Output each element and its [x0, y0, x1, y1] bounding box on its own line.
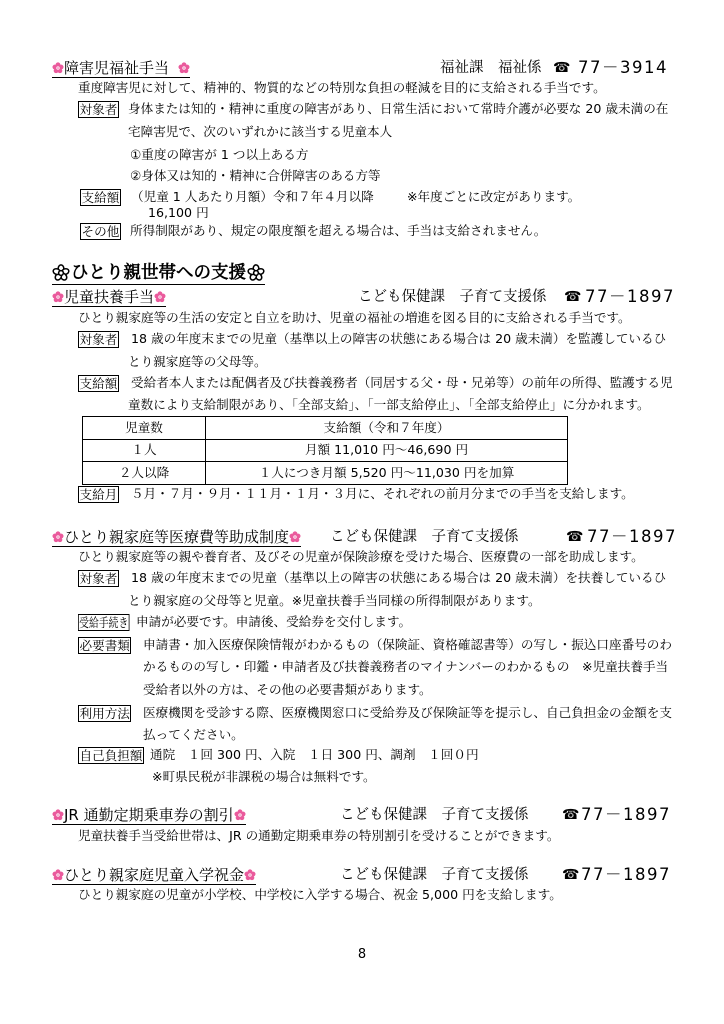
heading-text: ひとり親世帯への支援 [71, 263, 246, 283]
phone-number: 77－1897 [581, 865, 671, 884]
contact-department: 福祉課 福祉係 [440, 60, 542, 76]
procedure-text: 申請が必要です。申請後、受給券を交付します。 [136, 614, 412, 629]
contact-department: こども保健課 子育て支援係 [340, 807, 529, 823]
copay-text: 通院 １回 300 円、入院 １日 300 円、調剤 １回０円 [150, 747, 479, 762]
eligibility-text: とり親家庭の父母等と児童。※児童扶養手当同様の所得制限があります。 [128, 593, 541, 608]
label-payment-months: 支給月 [79, 487, 118, 502]
phone-number: 77－3914 [578, 58, 668, 77]
telephone-icon [562, 806, 579, 824]
label-amount: 支給額 [79, 376, 118, 391]
amount-table [82, 416, 568, 485]
section-title-text: 児童扶養手当 [64, 288, 155, 306]
table-cell: ２人以降 [83, 462, 206, 485]
label-eligibility: 対象者 [79, 332, 118, 347]
telephone-icon [566, 528, 583, 546]
pink-flower-icon [289, 531, 301, 543]
payment-months-text: ５月・７月・９月・１１月・１月・３月に、それぞれの前月分までの手当を支給します。 [131, 486, 634, 501]
section-description: 児童扶養手当受給世帯は、JR の通勤定期乗車券の特別割引を受けることができます。 [78, 828, 560, 843]
single-parent-support-heading [52, 262, 265, 285]
section-title [52, 288, 166, 307]
eligibility-condition: ①重度の障害が 1 つ以上ある方 [130, 147, 309, 162]
label-copay: 自己負担額 [79, 748, 143, 763]
table-cell: １人につき月額 5,520 円～11,030 円を加算 [206, 462, 568, 485]
table-row [83, 462, 568, 485]
pink-flower-icon [154, 291, 166, 303]
section-title-text: ひとり親家庭児童入学祝金 [64, 866, 245, 884]
amount-text: 童数により支給制限があり、「全部支給」、「一部支給停止」、「全部支給停止」に分かれます。 [128, 397, 650, 412]
telephone-icon [562, 866, 579, 884]
section-title [52, 528, 301, 547]
label-eligibility: 対象者 [79, 571, 118, 586]
label-documents: 必要書類 [79, 638, 130, 653]
section-title-text: JR 通勤定期乗車券の割引 [64, 806, 234, 824]
other-text: 所得制限があり、規定の限度額を超える場合は、手当は支給されません。 [130, 223, 547, 238]
pink-flower-icon [52, 291, 64, 303]
section-title [52, 806, 246, 825]
pink-flower-icon [52, 869, 64, 881]
copay-note: ※町県民税が非課税の場合は無料です。 [152, 769, 376, 784]
pink-flower-icon [244, 869, 256, 881]
contact-department: こども保健課 子育て支援係 [330, 529, 519, 545]
eligibility-text: 宅障害児で、次のいずれかに該当する児童本人 [128, 124, 393, 139]
section-title [52, 866, 256, 885]
amount-text: 受給者本人または配偶者及び扶養義務者（同居する父・母・兄弟等）の前年の所得、監護する児 [131, 375, 673, 390]
page-number: 8 [357, 947, 367, 962]
usage-text: 医療機関を受診する際、医療機関窓口に受給券及び保険証等を提示し、自己負担金の金額を支 [143, 705, 672, 720]
section-title [52, 59, 190, 78]
pink-flower-icon [234, 809, 246, 821]
label-usage: 利用方法 [79, 706, 130, 721]
section-description: ひとり親家庭等の親や養育者、及びその児童が保険診療を受けた場合、医療費の一部を助成します。 [78, 549, 644, 564]
telephone-icon [564, 288, 581, 306]
eligibility-condition: ②身体又は知的・精神に合併障害のある方等 [130, 168, 381, 183]
eligibility-text: 18 歳の年度末までの児童（基準以上の障害の状態にある場合は 20 歳未満）を監護しているひ [131, 331, 667, 346]
label-procedure: 受給手続き [79, 615, 129, 630]
usage-text: 払ってください。 [143, 727, 244, 742]
pink-flower-icon [52, 809, 64, 821]
table-cell: １人 [83, 439, 206, 462]
eligibility-text: 18 歳の年度末までの児童（基準以上の障害の状態にある場合は 20 歳未満）を扶養しているひ [131, 570, 667, 585]
contact-department: こども保健課 子育て支援係 [340, 867, 529, 883]
section-description: ひとり親家庭の児童が小学校、中学校に入学する場合、祝金 5,000 円を支給します。 [78, 887, 562, 902]
table-row [83, 439, 568, 462]
section-title-text: 障害児福祉手当 [64, 59, 170, 77]
telephone-icon [553, 59, 570, 77]
pink-flower-icon [52, 62, 64, 74]
documents-text: かるものの写し・印鑑・申請者及び扶養義務者のマイナンバーのわかるもの ※児童扶養手当 [143, 659, 669, 674]
table-header-cell: 支給額（令和７年度） [206, 417, 568, 440]
section-title-text: ひとり親家庭等医療費等助成制度 [64, 528, 290, 546]
phone-number: 77－1897 [585, 287, 675, 306]
pink-flower-icon [52, 531, 64, 543]
phone-number: 77－1897 [581, 805, 671, 824]
amount-value: 16,100 円 [148, 205, 209, 220]
amount-note: ※年度ごとに改定があります。 [407, 189, 581, 204]
phone-number: 77－1897 [587, 527, 677, 546]
label-other: その他 [81, 224, 120, 239]
pink-flower-icon [178, 62, 190, 74]
contact-department: こども保健課 子育て支援係 [358, 289, 547, 305]
eligibility-text: 身体または知的・精神に重度の障害があり、日常生活において常時介護が必要な 20 歳未満の在 [128, 101, 669, 116]
table-header-row [83, 417, 568, 440]
section-description: ひとり親家庭等の生活の安定と自立を助け、児童の福祉の増進を図る目的に支給される手当です。 [78, 310, 631, 325]
eligibility-text: とり親家庭等の父母等。 [128, 354, 267, 369]
table-header-cell: 児童数 [83, 417, 206, 440]
outline-flower-icon [52, 264, 70, 282]
documents-text: 受給者以外の方は、その他の必要書類があります。 [143, 682, 432, 697]
outline-flower-icon [247, 264, 265, 282]
section-description: 重度障害児に対して、精神的、物質的などの特別な負担の軽減を目的に支給される手当です。 [78, 80, 606, 95]
documents-text: 申請書・加入医療保険情報がわかるもの（保険証、資格確認書等）の写し・振込口座番号のわ [143, 637, 672, 652]
table-cell: 月額 11,010 円～46,690 円 [206, 439, 568, 462]
label-eligibility: 対象者 [79, 102, 118, 117]
label-amount: 支給額 [81, 190, 120, 205]
amount-basis: （児童 1 人あたり月額）令和７年４月以降 [131, 189, 374, 204]
